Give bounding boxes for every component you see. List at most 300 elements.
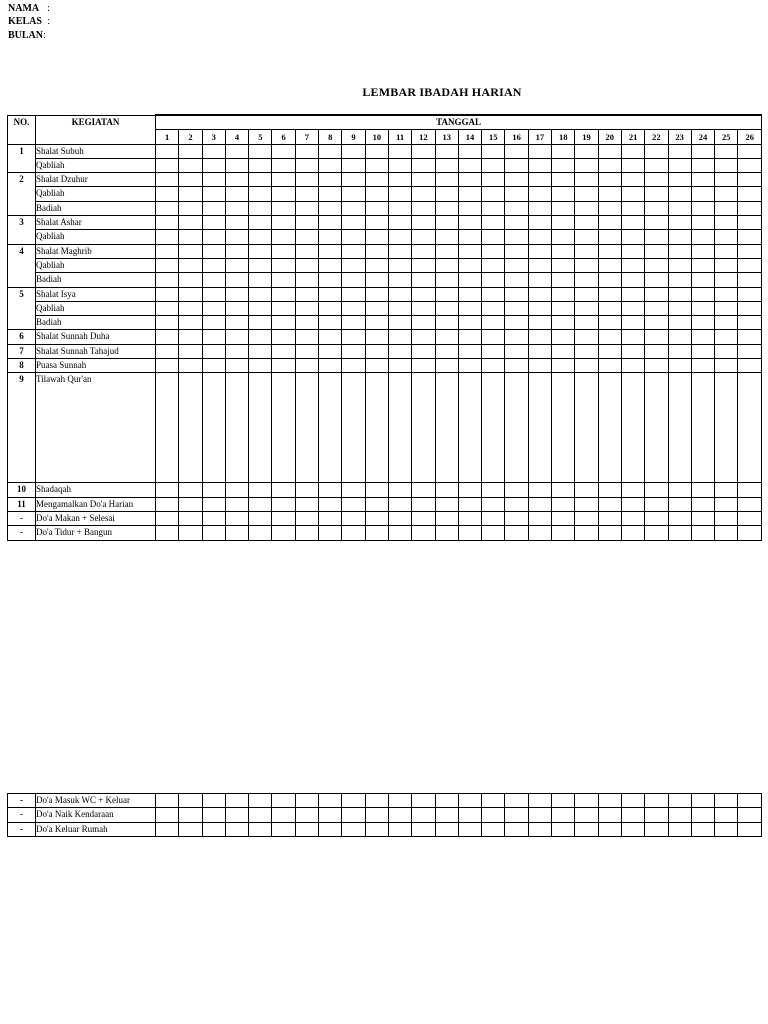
check-cell[interactable] (482, 808, 505, 822)
check-cell[interactable] (295, 822, 318, 836)
check-cell[interactable] (738, 173, 762, 187)
check-cell[interactable] (225, 301, 248, 315)
check-cell[interactable] (412, 526, 435, 540)
check-cell[interactable] (435, 273, 458, 287)
check-cell[interactable] (738, 511, 762, 525)
check-cell[interactable] (249, 216, 272, 230)
check-cell[interactable] (738, 344, 762, 358)
check-cell[interactable] (621, 273, 644, 287)
check-cell[interactable] (412, 794, 435, 808)
check-cell[interactable] (552, 526, 575, 540)
check-cell[interactable] (388, 794, 411, 808)
check-cell[interactable] (598, 808, 621, 822)
check-cell[interactable] (249, 526, 272, 540)
check-cell[interactable] (225, 230, 248, 244)
check-cell[interactable] (272, 483, 295, 497)
check-cell[interactable] (668, 330, 691, 344)
check-cell[interactable] (645, 258, 668, 272)
check-cell[interactable] (528, 201, 551, 215)
check-cell[interactable] (365, 187, 388, 201)
check-cell[interactable] (272, 373, 295, 483)
check-cell[interactable] (249, 497, 272, 511)
check-cell[interactable] (715, 187, 738, 201)
check-cell[interactable] (458, 511, 481, 525)
check-cell[interactable] (482, 794, 505, 808)
check-cell[interactable] (458, 822, 481, 836)
check-cell[interactable] (388, 316, 411, 330)
check-cell[interactable] (225, 187, 248, 201)
check-cell[interactable] (668, 526, 691, 540)
check-cell[interactable] (621, 258, 644, 272)
check-cell[interactable] (505, 497, 528, 511)
check-cell[interactable] (575, 526, 598, 540)
check-cell[interactable] (365, 287, 388, 301)
check-cell[interactable] (691, 287, 714, 301)
check-cell[interactable] (179, 173, 202, 187)
check-cell[interactable] (295, 173, 318, 187)
check-cell[interactable] (412, 201, 435, 215)
check-cell[interactable] (482, 497, 505, 511)
check-cell[interactable] (691, 216, 714, 230)
check-cell[interactable] (738, 330, 762, 344)
check-cell[interactable] (272, 526, 295, 540)
check-cell[interactable] (295, 359, 318, 373)
check-cell[interactable] (249, 244, 272, 258)
check-cell[interactable] (458, 158, 481, 172)
check-cell[interactable] (691, 301, 714, 315)
check-cell[interactable] (691, 201, 714, 215)
check-cell[interactable] (388, 244, 411, 258)
check-cell[interactable] (691, 173, 714, 187)
check-cell[interactable] (249, 230, 272, 244)
check-cell[interactable] (388, 201, 411, 215)
check-cell[interactable] (225, 144, 248, 158)
check-cell[interactable] (342, 144, 365, 158)
check-cell[interactable] (342, 373, 365, 483)
check-cell[interactable] (482, 483, 505, 497)
check-cell[interactable] (645, 230, 668, 244)
check-cell[interactable] (552, 373, 575, 483)
check-cell[interactable] (365, 794, 388, 808)
check-cell[interactable] (272, 244, 295, 258)
check-cell[interactable] (365, 173, 388, 187)
check-cell[interactable] (598, 301, 621, 315)
check-cell[interactable] (272, 216, 295, 230)
check-cell[interactable] (528, 287, 551, 301)
check-cell[interactable] (435, 201, 458, 215)
check-cell[interactable] (156, 216, 179, 230)
check-cell[interactable] (738, 808, 761, 822)
check-cell[interactable] (202, 144, 225, 158)
check-cell[interactable] (156, 187, 179, 201)
check-cell[interactable] (621, 808, 644, 822)
check-cell[interactable] (249, 301, 272, 315)
check-cell[interactable] (668, 373, 691, 483)
check-cell[interactable] (156, 316, 179, 330)
check-cell[interactable] (249, 316, 272, 330)
check-cell[interactable] (528, 230, 551, 244)
check-cell[interactable] (621, 483, 644, 497)
check-cell[interactable] (272, 359, 295, 373)
check-cell[interactable] (365, 526, 388, 540)
check-cell[interactable] (645, 330, 668, 344)
check-cell[interactable] (575, 287, 598, 301)
check-cell[interactable] (482, 173, 505, 187)
check-cell[interactable] (668, 301, 691, 315)
check-cell[interactable] (365, 144, 388, 158)
check-cell[interactable] (505, 330, 528, 344)
check-cell[interactable] (179, 483, 202, 497)
check-cell[interactable] (715, 258, 738, 272)
check-cell[interactable] (621, 158, 644, 172)
check-cell[interactable] (482, 158, 505, 172)
check-cell[interactable] (156, 483, 179, 497)
check-cell[interactable] (691, 794, 714, 808)
check-cell[interactable] (528, 359, 551, 373)
check-cell[interactable] (458, 273, 481, 287)
check-cell[interactable] (435, 373, 458, 483)
check-cell[interactable] (598, 230, 621, 244)
check-cell[interactable] (645, 187, 668, 201)
check-cell[interactable] (342, 316, 365, 330)
check-cell[interactable] (319, 244, 342, 258)
check-cell[interactable] (575, 258, 598, 272)
check-cell[interactable] (179, 273, 202, 287)
check-cell[interactable] (179, 330, 202, 344)
check-cell[interactable] (249, 158, 272, 172)
check-cell[interactable] (225, 808, 248, 822)
check-cell[interactable] (365, 497, 388, 511)
check-cell[interactable] (179, 187, 202, 201)
check-cell[interactable] (552, 173, 575, 187)
check-cell[interactable] (691, 330, 714, 344)
check-cell[interactable] (621, 244, 644, 258)
check-cell[interactable] (319, 808, 342, 822)
check-cell[interactable] (156, 173, 179, 187)
check-cell[interactable] (668, 344, 691, 358)
check-cell[interactable] (388, 497, 411, 511)
check-cell[interactable] (319, 483, 342, 497)
check-cell[interactable] (225, 201, 248, 215)
check-cell[interactable] (412, 244, 435, 258)
check-cell[interactable] (482, 258, 505, 272)
check-cell[interactable] (505, 216, 528, 230)
check-cell[interactable] (598, 316, 621, 330)
check-cell[interactable] (482, 511, 505, 525)
check-cell[interactable] (202, 526, 225, 540)
check-cell[interactable] (505, 301, 528, 315)
check-cell[interactable] (645, 822, 668, 836)
check-cell[interactable] (621, 497, 644, 511)
check-cell[interactable] (738, 273, 762, 287)
check-cell[interactable] (202, 359, 225, 373)
check-cell[interactable] (179, 216, 202, 230)
check-cell[interactable] (552, 144, 575, 158)
check-cell[interactable] (505, 359, 528, 373)
check-cell[interactable] (225, 497, 248, 511)
check-cell[interactable] (575, 497, 598, 511)
check-cell[interactable] (225, 158, 248, 172)
check-cell[interactable] (738, 301, 762, 315)
check-cell[interactable] (295, 187, 318, 201)
check-cell[interactable] (598, 173, 621, 187)
check-cell[interactable] (621, 526, 644, 540)
check-cell[interactable] (738, 244, 762, 258)
check-cell[interactable] (388, 330, 411, 344)
check-cell[interactable] (365, 808, 388, 822)
check-cell[interactable] (272, 173, 295, 187)
check-cell[interactable] (552, 330, 575, 344)
check-cell[interactable] (272, 511, 295, 525)
check-cell[interactable] (225, 483, 248, 497)
check-cell[interactable] (621, 344, 644, 358)
check-cell[interactable] (552, 258, 575, 272)
check-cell[interactable] (738, 359, 762, 373)
check-cell[interactable] (645, 244, 668, 258)
check-cell[interactable] (202, 511, 225, 525)
check-cell[interactable] (295, 258, 318, 272)
check-cell[interactable] (342, 216, 365, 230)
check-cell[interactable] (621, 359, 644, 373)
check-cell[interactable] (156, 511, 179, 525)
check-cell[interactable] (319, 216, 342, 230)
check-cell[interactable] (412, 287, 435, 301)
check-cell[interactable] (738, 144, 762, 158)
check-cell[interactable] (575, 483, 598, 497)
check-cell[interactable] (482, 287, 505, 301)
check-cell[interactable] (598, 373, 621, 483)
check-cell[interactable] (365, 344, 388, 358)
check-cell[interactable] (179, 344, 202, 358)
check-cell[interactable] (738, 230, 762, 244)
check-cell[interactable] (552, 808, 575, 822)
check-cell[interactable] (505, 144, 528, 158)
check-cell[interactable] (691, 344, 714, 358)
check-cell[interactable] (412, 497, 435, 511)
check-cell[interactable] (342, 330, 365, 344)
check-cell[interactable] (552, 244, 575, 258)
check-cell[interactable] (645, 201, 668, 215)
check-cell[interactable] (645, 373, 668, 483)
check-cell[interactable] (435, 173, 458, 187)
check-cell[interactable] (179, 794, 202, 808)
check-cell[interactable] (272, 822, 295, 836)
check-cell[interactable] (668, 316, 691, 330)
check-cell[interactable] (552, 344, 575, 358)
check-cell[interactable] (528, 483, 551, 497)
check-cell[interactable] (458, 330, 481, 344)
check-cell[interactable] (435, 359, 458, 373)
check-cell[interactable] (202, 808, 225, 822)
check-cell[interactable] (668, 497, 691, 511)
check-cell[interactable] (645, 511, 668, 525)
check-cell[interactable] (575, 201, 598, 215)
check-cell[interactable] (528, 244, 551, 258)
check-cell[interactable] (668, 187, 691, 201)
check-cell[interactable] (458, 230, 481, 244)
check-cell[interactable] (528, 808, 551, 822)
check-cell[interactable] (691, 359, 714, 373)
check-cell[interactable] (482, 301, 505, 315)
check-cell[interactable] (435, 330, 458, 344)
check-cell[interactable] (575, 301, 598, 315)
check-cell[interactable] (435, 258, 458, 272)
check-cell[interactable] (575, 794, 598, 808)
check-cell[interactable] (668, 244, 691, 258)
check-cell[interactable] (272, 273, 295, 287)
check-cell[interactable] (179, 301, 202, 315)
check-cell[interactable] (179, 144, 202, 158)
check-cell[interactable] (505, 511, 528, 525)
check-cell[interactable] (388, 359, 411, 373)
check-cell[interactable] (342, 794, 365, 808)
check-cell[interactable] (342, 230, 365, 244)
check-cell[interactable] (505, 201, 528, 215)
check-cell[interactable] (156, 822, 179, 836)
check-cell[interactable] (598, 344, 621, 358)
check-cell[interactable] (668, 359, 691, 373)
check-cell[interactable] (482, 187, 505, 201)
check-cell[interactable] (505, 483, 528, 497)
check-cell[interactable] (435, 794, 458, 808)
check-cell[interactable] (505, 230, 528, 244)
check-cell[interactable] (482, 822, 505, 836)
check-cell[interactable] (738, 794, 761, 808)
check-cell[interactable] (342, 344, 365, 358)
check-cell[interactable] (668, 483, 691, 497)
check-cell[interactable] (575, 158, 598, 172)
check-cell[interactable] (365, 511, 388, 525)
check-cell[interactable] (272, 316, 295, 330)
check-cell[interactable] (552, 201, 575, 215)
check-cell[interactable] (179, 497, 202, 511)
check-cell[interactable] (738, 316, 762, 330)
check-cell[interactable] (295, 216, 318, 230)
check-cell[interactable] (435, 511, 458, 525)
check-cell[interactable] (552, 483, 575, 497)
check-cell[interactable] (715, 201, 738, 215)
check-cell[interactable] (715, 344, 738, 358)
check-cell[interactable] (388, 511, 411, 525)
check-cell[interactable] (156, 497, 179, 511)
check-cell[interactable] (249, 808, 272, 822)
check-cell[interactable] (249, 483, 272, 497)
check-cell[interactable] (598, 330, 621, 344)
check-cell[interactable] (715, 158, 738, 172)
check-cell[interactable] (738, 497, 762, 511)
check-cell[interactable] (342, 526, 365, 540)
check-cell[interactable] (412, 230, 435, 244)
check-cell[interactable] (295, 497, 318, 511)
check-cell[interactable] (272, 201, 295, 215)
check-cell[interactable] (202, 173, 225, 187)
check-cell[interactable] (458, 794, 481, 808)
check-cell[interactable] (365, 330, 388, 344)
check-cell[interactable] (458, 359, 481, 373)
check-cell[interactable] (435, 158, 458, 172)
check-cell[interactable] (668, 273, 691, 287)
check-cell[interactable] (202, 483, 225, 497)
check-cell[interactable] (645, 273, 668, 287)
check-cell[interactable] (295, 144, 318, 158)
check-cell[interactable] (621, 794, 644, 808)
check-cell[interactable] (668, 258, 691, 272)
check-cell[interactable] (179, 287, 202, 301)
check-cell[interactable] (738, 258, 762, 272)
check-cell[interactable] (482, 201, 505, 215)
check-cell[interactable] (202, 230, 225, 244)
check-cell[interactable] (272, 187, 295, 201)
check-cell[interactable] (505, 244, 528, 258)
check-cell[interactable] (388, 173, 411, 187)
check-cell[interactable] (412, 344, 435, 358)
check-cell[interactable] (621, 373, 644, 483)
check-cell[interactable] (645, 483, 668, 497)
check-cell[interactable] (365, 244, 388, 258)
check-cell[interactable] (552, 511, 575, 525)
check-cell[interactable] (225, 822, 248, 836)
check-cell[interactable] (412, 330, 435, 344)
check-cell[interactable] (668, 201, 691, 215)
check-cell[interactable] (552, 316, 575, 330)
check-cell[interactable] (295, 287, 318, 301)
check-cell[interactable] (342, 822, 365, 836)
check-cell[interactable] (621, 144, 644, 158)
check-cell[interactable] (621, 316, 644, 330)
check-cell[interactable] (691, 158, 714, 172)
check-cell[interactable] (202, 158, 225, 172)
check-cell[interactable] (202, 216, 225, 230)
check-cell[interactable] (458, 244, 481, 258)
check-cell[interactable] (295, 201, 318, 215)
check-cell[interactable] (156, 808, 179, 822)
check-cell[interactable] (412, 173, 435, 187)
check-cell[interactable] (715, 808, 738, 822)
check-cell[interactable] (412, 511, 435, 525)
check-cell[interactable] (342, 808, 365, 822)
check-cell[interactable] (179, 511, 202, 525)
check-cell[interactable] (435, 216, 458, 230)
check-cell[interactable] (691, 187, 714, 201)
check-cell[interactable] (458, 808, 481, 822)
check-cell[interactable] (715, 244, 738, 258)
check-cell[interactable] (388, 158, 411, 172)
check-cell[interactable] (388, 373, 411, 483)
check-cell[interactable] (365, 483, 388, 497)
check-cell[interactable] (715, 794, 738, 808)
check-cell[interactable] (272, 258, 295, 272)
check-cell[interactable] (412, 359, 435, 373)
check-cell[interactable] (598, 216, 621, 230)
check-cell[interactable] (342, 497, 365, 511)
check-cell[interactable] (482, 526, 505, 540)
check-cell[interactable] (156, 144, 179, 158)
check-cell[interactable] (715, 373, 738, 483)
check-cell[interactable] (435, 822, 458, 836)
check-cell[interactable] (738, 287, 762, 301)
check-cell[interactable] (528, 144, 551, 158)
check-cell[interactable] (505, 287, 528, 301)
check-cell[interactable] (528, 187, 551, 201)
check-cell[interactable] (179, 158, 202, 172)
check-cell[interactable] (645, 497, 668, 511)
check-cell[interactable] (272, 287, 295, 301)
check-cell[interactable] (156, 201, 179, 215)
check-cell[interactable] (505, 822, 528, 836)
check-cell[interactable] (482, 273, 505, 287)
check-cell[interactable] (319, 187, 342, 201)
check-cell[interactable] (458, 144, 481, 158)
